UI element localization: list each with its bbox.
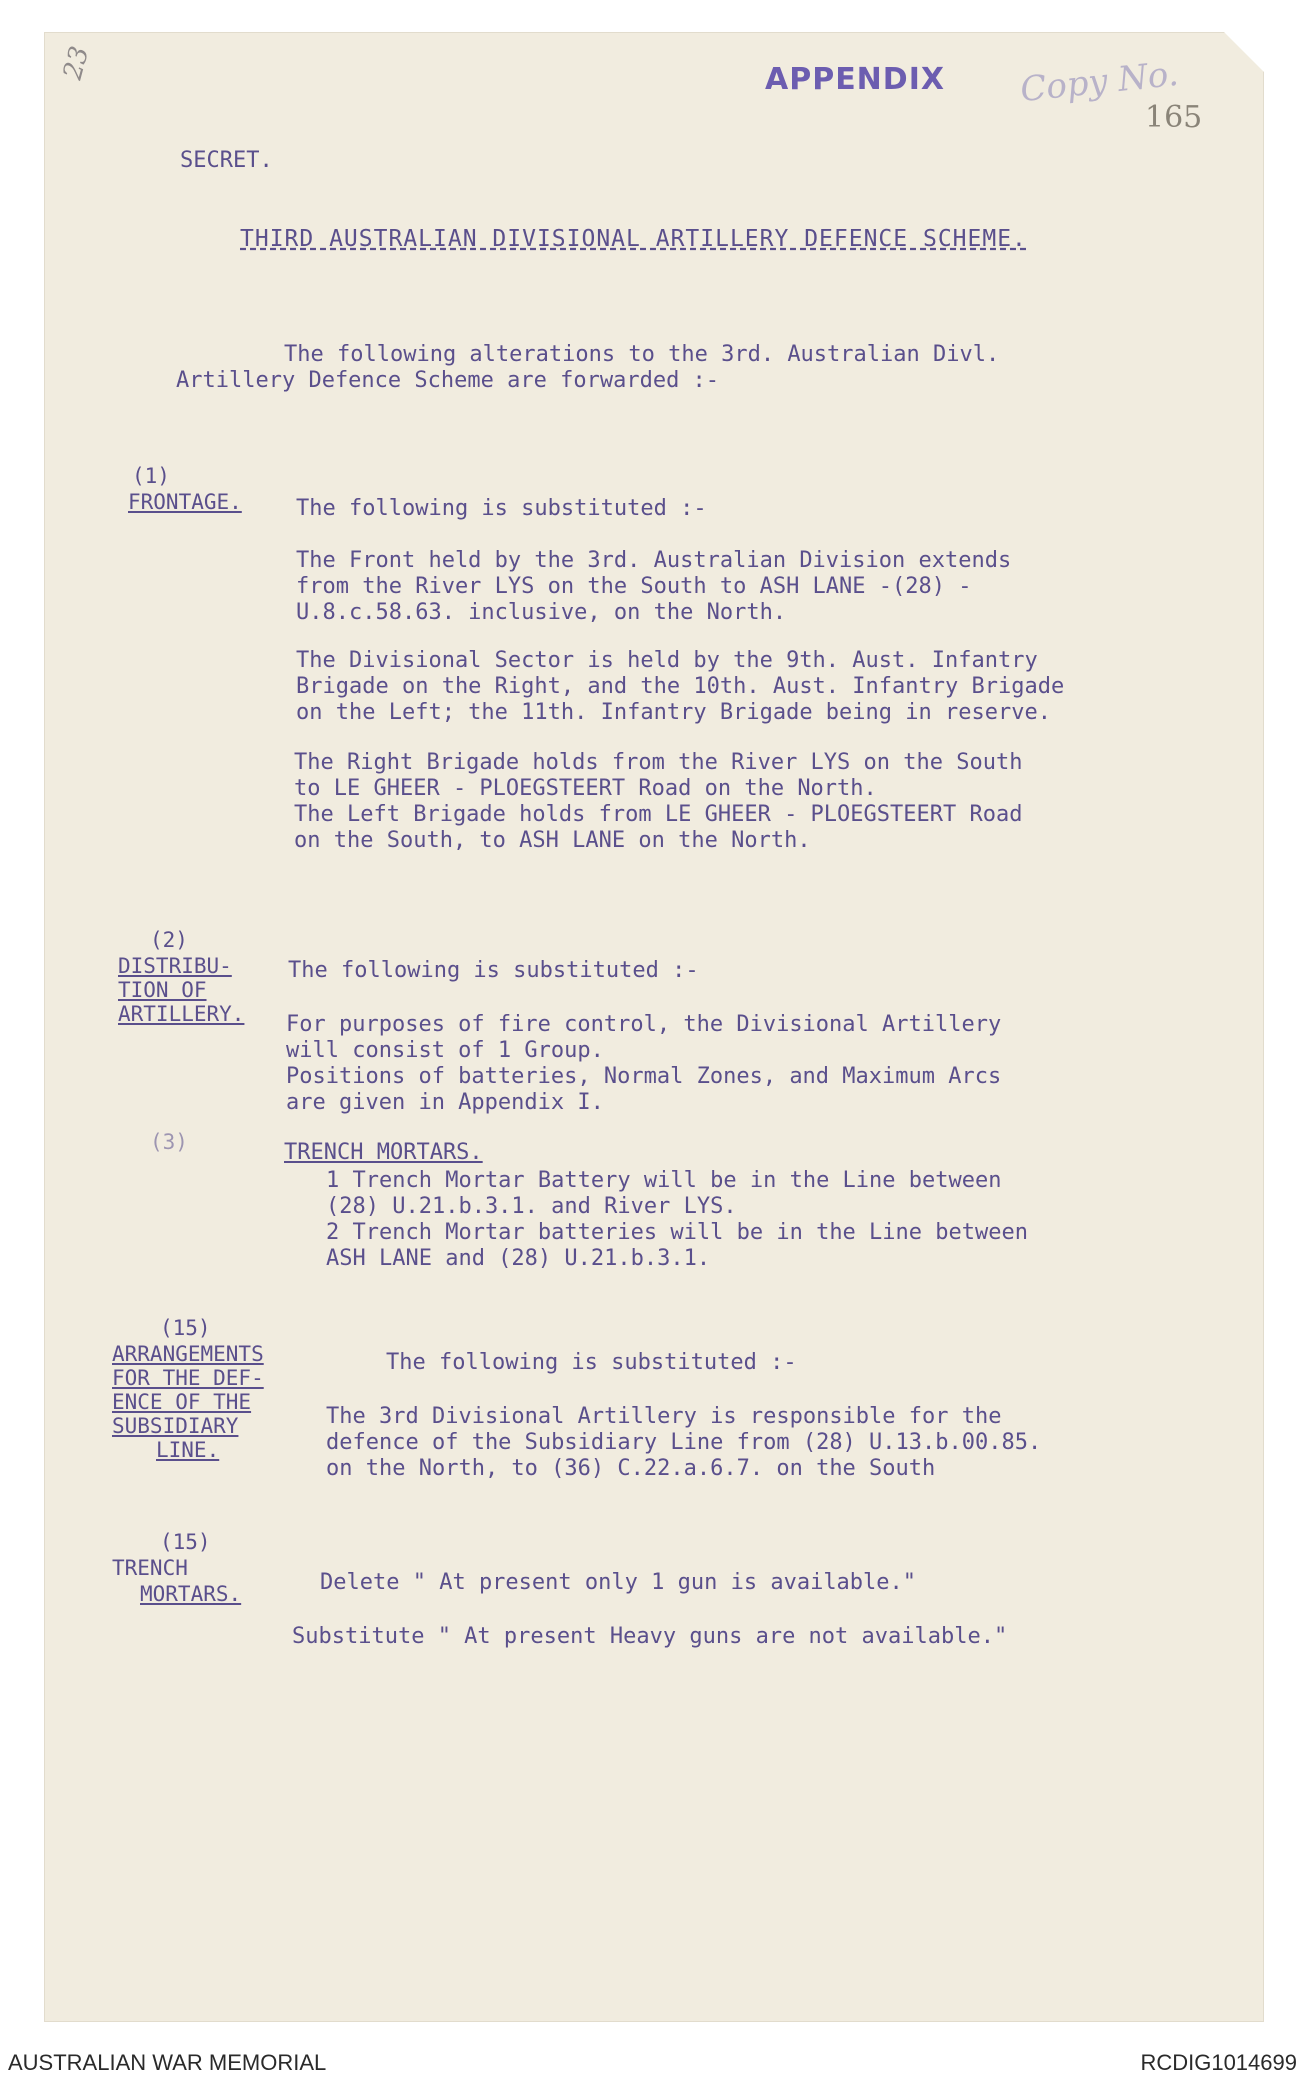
frontage-p3-l1: The Right Brigade holds from the River LYS on the South xyxy=(294,750,1023,775)
section-2-heading-l3: ARTILLERY. xyxy=(118,1002,245,1026)
appendix-stamp: APPENDIX xyxy=(765,62,945,97)
frontage-p3-l4: on the South, to ASH LANE on the North. xyxy=(294,828,811,853)
section-15b-number: (15) xyxy=(160,1530,211,1554)
section-2-number: (2) xyxy=(150,928,188,952)
distribution-l4: are given in Appendix I. xyxy=(286,1090,604,1115)
tm3-l1: 1 Trench Mortar Battery will be in the Line between xyxy=(326,1168,1002,1193)
section-15a-heading-l4: SUBSIDIARY xyxy=(112,1414,239,1438)
subsidiary-l3: on the North, to (36) C.22.a.6.7. on the South xyxy=(326,1456,936,1481)
section-2-lead: The following is substituted :- xyxy=(288,958,699,983)
document-title: THIRD AUSTRALIAN DIVISIONAL ARTILLERY DEFENCE SCHEME. xyxy=(240,226,1027,252)
tm3-l3: 2 Trench Mortar batteries will be in the Line between xyxy=(326,1220,1028,1245)
section-15b-heading-l1: TRENCH xyxy=(112,1556,188,1580)
tm3-l4: ASH LANE and (28) U.21.b.3.1. xyxy=(326,1246,711,1271)
corner-handwritten-note: 23 xyxy=(57,43,96,83)
section-15a-heading-l1: ARRANGEMENTS xyxy=(112,1342,264,1366)
folded-corner xyxy=(1224,32,1264,72)
frontage-p2-l1: The Divisional Sector is held by the 9th. Aust. Infantry xyxy=(296,648,1038,673)
frontage-p1-l1: The Front held by the 3rd. Australian Division extends xyxy=(296,548,1012,573)
section-15a-heading-l2: FOR THE DEF- xyxy=(112,1366,264,1390)
intro-line-1: The following alterations to the 3rd. Australian Divl. xyxy=(284,342,1000,367)
section-15a-number: (15) xyxy=(160,1316,211,1340)
distribution-l3: Positions of batteries, Normal Zones, and Maximum Arcs xyxy=(286,1064,1002,1089)
section-1-heading: FRONTAGE. xyxy=(128,490,242,514)
section-15a-heading-l5: LINE. xyxy=(156,1438,220,1462)
classification: SECRET. xyxy=(180,148,273,173)
footer-identifier: RCDIG1014699 xyxy=(1140,2050,1297,2075)
frontage-p1-l2: from the River LYS on the South to ASH LANE -(28) - xyxy=(296,574,972,599)
subsidiary-l1: The 3rd Divisional Artillery is responsible for the xyxy=(326,1404,1002,1429)
section-1-lead: The following is substituted :- xyxy=(296,496,707,521)
section-15a-lead: The following is substituted :- xyxy=(386,1350,797,1375)
delete-line: Delete " At present only 1 gun is available." xyxy=(320,1570,917,1595)
frontage-p1-l3: U.8.c.58.63. inclusive, on the North. xyxy=(296,600,787,625)
page-number: 165 xyxy=(1145,100,1203,135)
section-2-heading-l1: DISTRIBU- xyxy=(118,954,232,978)
footer-institution: AUSTRALIAN WAR MEMORIAL xyxy=(8,2050,327,2075)
frontage-p2-l2: Brigade on the Right, and the 10th. Aust. Infantry Brigade xyxy=(296,674,1065,699)
tm3-l2: (28) U.21.b.3.1. and River LYS. xyxy=(326,1194,737,1219)
copy-number-note: Copy No. xyxy=(1018,53,1181,111)
section-3-heading: TRENCH MORTARS. xyxy=(284,1140,483,1165)
frontage-p3-l2: to LE GHEER - PLOEGSTEERT Road on the North. xyxy=(294,776,877,801)
section-1-number: (1) xyxy=(132,464,170,488)
subsidiary-l2: defence of the Subsidiary Line from (28) U.13.b.00.85. xyxy=(326,1430,1042,1455)
frontage-p3-l3: The Left Brigade holds from LE GHEER - PLOEGSTEERT Road xyxy=(294,802,1023,827)
section-3-number: (3) xyxy=(150,1130,188,1154)
section-2-heading-l2: TION OF xyxy=(118,978,207,1002)
substitute-line: Substitute " At present Heavy guns are not available." xyxy=(292,1624,1008,1649)
distribution-l2: will consist of 1 Group. xyxy=(286,1038,604,1063)
distribution-l1: For purposes of fire control, the Divisional Artillery xyxy=(286,1012,1002,1037)
frontage-p2-l3: on the Left; the 11th. Infantry Brigade being in reserve. xyxy=(296,700,1051,725)
intro-line-2: Artillery Defence Scheme are forwarded :- xyxy=(176,368,720,393)
section-15a-heading-l3: ENCE OF THE xyxy=(112,1390,252,1414)
section-15b-heading-l2: MORTARS. xyxy=(140,1582,242,1606)
